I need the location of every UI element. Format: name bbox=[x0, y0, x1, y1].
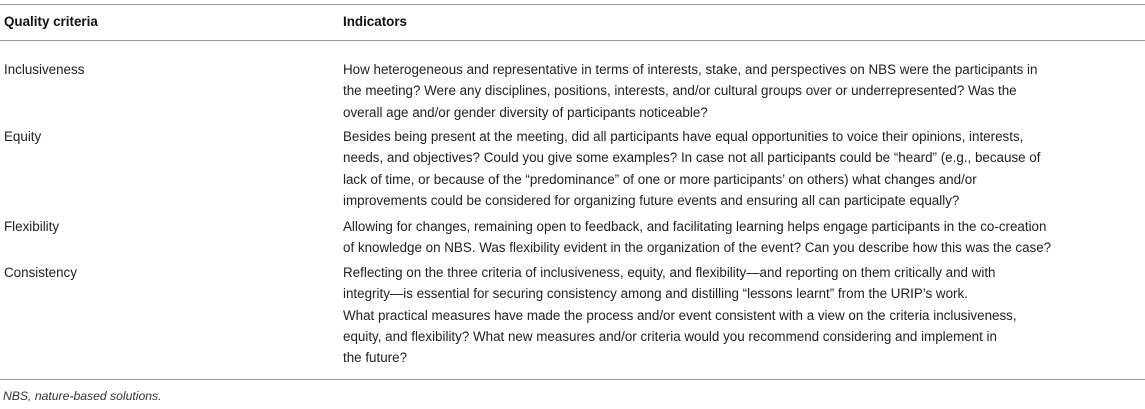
indicator-consistency bbox=[343, 262, 1141, 368]
table-bottom-rule bbox=[0, 379, 1145, 380]
indicator-line: the meeting? Were any disciplines, positions, interests, and/or cultural groups over or underrepresented? Was the bbox=[343, 83, 1017, 99]
indicator-flexibility bbox=[343, 216, 1141, 259]
header-quality-criteria: Quality criteria bbox=[4, 14, 98, 29]
indicator-line: Besides being present at the meeting, did all participants have equal opportunities to voice their opinions, interests, bbox=[343, 129, 1024, 144]
indicator-line: Allowing for changes, remaining open to feedback, and facilitating learning helps engage participants in the co-creation bbox=[343, 219, 1047, 234]
criterion-consistency: Consistency bbox=[4, 265, 77, 280]
header-indicators: Indicators bbox=[343, 14, 407, 29]
indicator-line: lack of time, or because of the “predominance” of one or more participants’ on others) what changes and/or bbox=[343, 171, 977, 187]
indicator-line: Reflecting on the three criteria of inclusiveness, equity, and flexibility—and reporting on them critically and with bbox=[343, 265, 996, 280]
indicator-line: equity, and flexibility? What new measures and/or criteria would you recommend considering and implement in bbox=[343, 328, 997, 344]
indicator-line: the future? bbox=[343, 350, 408, 366]
criterion-equity: Equity bbox=[4, 129, 42, 144]
indicator-line: How heterogeneous and representative in terms of interests, stake, and perspectives on NBS were the participants in bbox=[343, 62, 1038, 77]
indicator-line: integrity—is essential for securing consistency among and distilling “lessons learnt” from the URIP’s work. bbox=[343, 286, 968, 302]
indicator-line: needs, and objectives? Could you give some examples? In case not all participants could be “heard” (e.g., because of bbox=[343, 150, 1041, 166]
indicator-line: of knowledge on NBS. Was flexibility evident in the organization of the event? Can you describe how this was the case? bbox=[343, 240, 1052, 256]
indicator-line: improvements could be considered for organizing future events and ensuring all can participate equally? bbox=[343, 192, 960, 208]
criterion-inclusiveness: Inclusiveness bbox=[4, 62, 85, 77]
table-top-rule bbox=[0, 4, 1145, 5]
indicator-equity bbox=[343, 126, 1141, 211]
indicator-inclusiveness bbox=[343, 59, 1141, 123]
header-bottom-rule bbox=[0, 40, 1145, 41]
indicator-line: overall age and/or gender diversity of participants noticeable? bbox=[343, 104, 708, 120]
indicator-line: What practical measures have made the process and/or event consistent with a view on the criteria inclusiveness, bbox=[343, 307, 1017, 323]
criterion-flexibility: Flexibility bbox=[4, 219, 60, 234]
table-footnote: NBS, nature-based solutions. bbox=[3, 389, 162, 403]
